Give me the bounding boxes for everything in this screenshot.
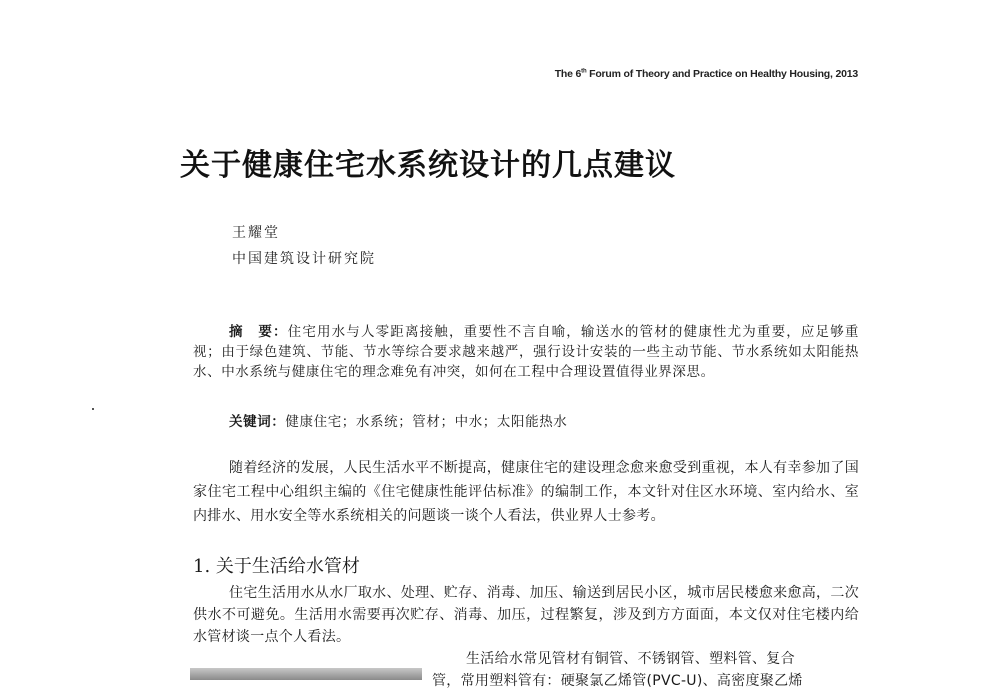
scan-speck — [92, 408, 94, 410]
intro-section — [193, 456, 859, 528]
abstract — [193, 322, 859, 382]
section-1-body — [193, 582, 859, 648]
keywords-label: 关键词： — [229, 414, 286, 430]
author-affiliation: 中国建筑设计研究院 — [232, 251, 376, 267]
section-1-paragraph: 住宅生活用水从水厂取水、处理、贮存、消毒、加压、输送到居民小区，城市居民楼愈来愈高，二次供水不可避免。生活用水需要再次贮存、消毒、加压，过程繁复，涉及到方方面面，本文仅对住宅楼内给水管材谈一点个人看法。 — [193, 585, 859, 645]
running-header: The 6th Forum of Theory and Practice on Healthy Housing, 2013 — [554, 68, 858, 80]
section-1-heading: 1. 关于生活给水管材 — [193, 556, 360, 577]
pipe-materials-line-2: 管，常用塑料管有：硬聚氯乙烯管(PVC-U)、高密度聚乙烯 — [432, 673, 803, 689]
abstract-label: 摘 要： — [229, 324, 288, 340]
keywords — [229, 410, 859, 430]
figure-image — [190, 668, 422, 680]
paper-title: 关于健康住宅水系统设计的几点建议 — [180, 148, 676, 183]
intro-paragraph: 随着经济的发展，人民生活水平不断提高，健康住宅的建设理念愈来愈受到重视，本人有幸参加了国家住宅工程中心组织主编的《住宅健康性能评估标准》的编制工作，本文针对住区水环境、室内给水、室内排水、用水安全等水系统相关的问题谈一谈个人看法，供业界人士参考。 — [193, 460, 859, 524]
abstract-text: 住宅用水与人零距离接触，重要性不言自喻，输送水的管材的健康性尤为重要，应足够重视；由于绿色建筑、节能、节水等综合要求越来越严，强行设计安装的一些主动节能、节水系统如太阳能热水、中水系统与健康住宅的理念难免有冲突，如何在工程中合理设置值得业界深思。 — [193, 324, 859, 380]
pipe-materials-line-1: 生活给水常见管材有铜管、不锈钢管、塑料管、复合 — [466, 651, 795, 667]
author-name: 王耀堂 — [232, 225, 280, 241]
section-1-continuation — [432, 648, 859, 692]
keywords-text: 健康住宅；水系统；管材；中水；太阳能热水 — [285, 414, 568, 430]
